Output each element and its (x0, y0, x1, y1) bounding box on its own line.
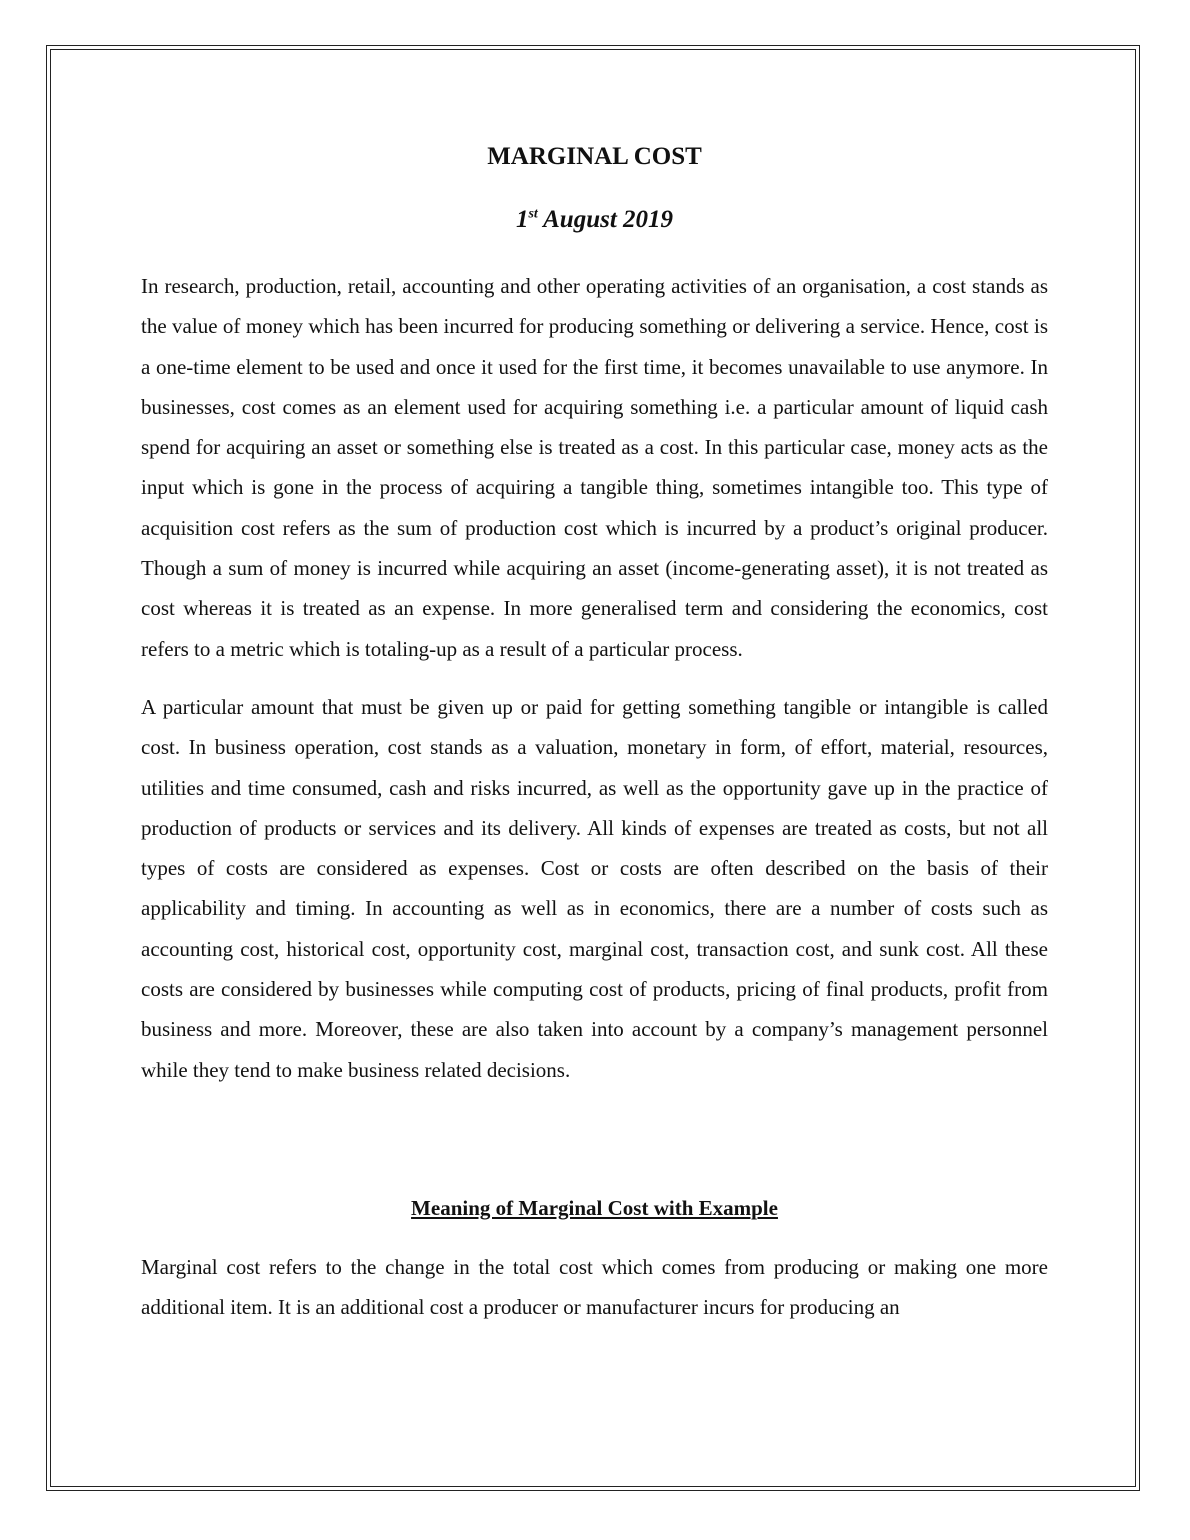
paragraph-cost-definition: In research, production, retail, accounting and other operating activities of an organisation, a cost stands as the value of money which has been incurred for producing something or delivering a service. Hence, cost is a one-time element to be used and once it used for the first time, it becomes unavailable to use anymore. In businesses, cost comes as an element used for acquiring something i.e. a particular amount of liquid cash spend for acquiring an asset or something else is treated as a cost. In this particular case, money acts as the input which is gone in the process of acquiring a tangible thing, sometimes intangible too. This type of acquisition cost refers as the sum of production cost which is incurred by a product’s original producer. Though a sum of money is incurred while acquiring an asset (income-generating asset), it is not treated as cost whereas it is treated as an expense. In more generalised term and considering the economics, cost refers to a metric which is totaling-up as a result of a particular process. (141, 274, 1048, 661)
date-ordinal-suffix: st (528, 206, 538, 222)
document-date (141, 204, 1048, 236)
date-month-year: August 2019 (537, 206, 674, 233)
document-title: MARGINAL COST (487, 143, 702, 170)
document-body (141, 137, 1048, 1328)
section-heading-marginal-cost: Meaning of Marginal Cost with Example (411, 1195, 778, 1220)
date-day: 1 (515, 206, 529, 233)
paragraph-cost-types: A particular amount that must be given up or paid for getting something tangible or intangible is called cost. In business operation, cost stands as a valuation, monetary in form, of effort, material, resources, utilities and time consumed, cash and risks incurred, as well as the opportunity gave up in the practice of production of products or services and its delivery. All kinds of expenses are treated as costs, but not all types of costs are considered as expenses. Cost or costs are often described on the basis of their applicability and timing. In accounting as well as in economics, there are a number of costs such as accounting cost, historical cost, opportunity cost, marginal cost, transaction cost, and sunk cost. All these costs are considered by businesses while computing cost of products, pricing of final products, profit from business and more. Moreover, these are also taken into account by a company’s management personnel while they tend to make business related decisions. (141, 694, 1048, 1082)
paragraph-marginal-cost-meaning: Marginal cost refers to the change in the total cost which comes from producing or making one more additional item. It is an additional cost a producer or manufacturer incurs for producing an (141, 1254, 1048, 1320)
